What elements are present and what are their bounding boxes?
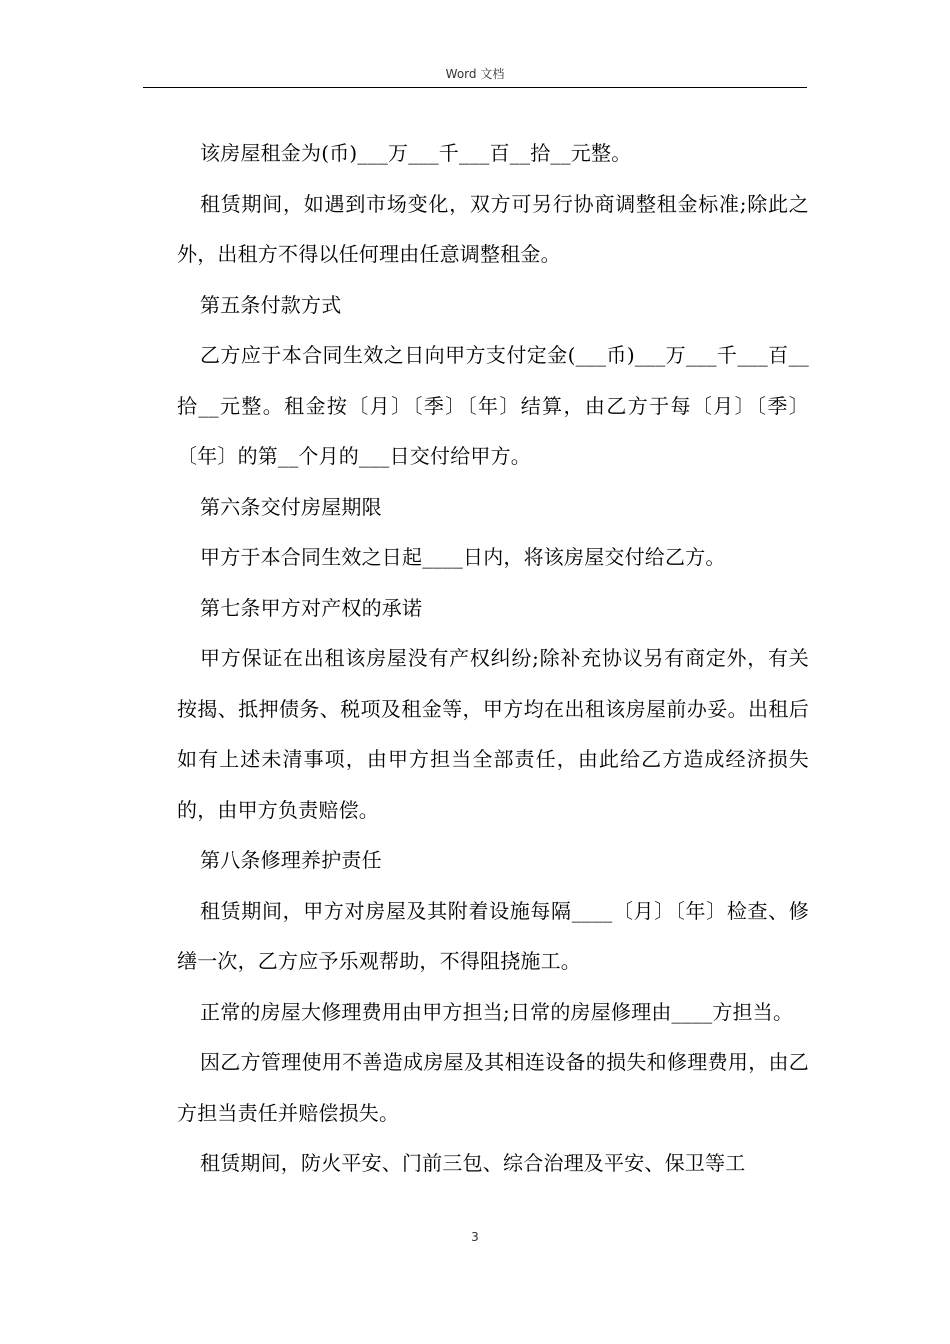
- section-heading-article-8: 第八条修理养护责任: [200, 848, 382, 872]
- paragraph-tenant-liability: 因乙方管理使用不善造成房屋及其相连设备的损失和修理费用，由乙方担当责任并赔偿损失。: [177, 1050, 809, 1125]
- paragraph-delivery-period: 甲方于本合同生效之日起____日内，将该房屋交付给乙方。: [200, 545, 726, 569]
- page-number: 3: [471, 1230, 479, 1244]
- section-heading-article-6: 第六条交付房屋期限: [200, 494, 382, 519]
- header-divider: [143, 87, 807, 88]
- section-heading-article-5: 第五条付款方式: [200, 292, 342, 317]
- paragraph-repair-costs: 正常的房屋大修理费用由甲方担当;日常的房屋修理由____方担当。: [200, 999, 794, 1024]
- paragraph-payment-terms: 乙方应于本合同生效之日向甲方支付定金(___币)___万___千___百__拾__元整。租金按〔月〕〔季〕〔年〕结算，由乙方于每〔月〕〔季〕〔年〕的第__个月的___日交付给甲方。: [177, 343, 809, 468]
- paragraph-rent-adjustment: 租赁期间，如遇到市场变化，双方可另行协商调整租金标准;除此之外，出租方不得以任何理由任意调整租金。: [177, 191, 809, 266]
- paragraph-inspection: 租赁期间，甲方对房屋及其附着设施每隔____〔月〕〔年〕检查、修缮一次，乙方应予乐观帮助，不得阻挠施工。: [177, 898, 809, 973]
- paragraph-property-rights: 甲方保证在出租该房屋没有产权纠纷;除补充协议另有商定外，有关按揭、抵押债务、税项及租金等，甲方均在出租该房屋前办妥。出租后如有上述未清事项，由甲方担当全部责任，由此给乙方造成经济损失的，由甲方负责赔偿。: [177, 646, 809, 822]
- section-heading-article-7: 第七条甲方对产权的承诺: [200, 595, 423, 620]
- paragraph-rent-amount: 该房屋租金为(币)___万___千___百__拾__元整。: [200, 141, 632, 165]
- document-body: [177, 128, 809, 1189]
- page-header: Word 文档: [445, 67, 505, 81]
- paragraph-safety-duties: 租赁期间，防火平安、门前三包、综合治理及平安、保卫等工: [200, 1151, 746, 1175]
